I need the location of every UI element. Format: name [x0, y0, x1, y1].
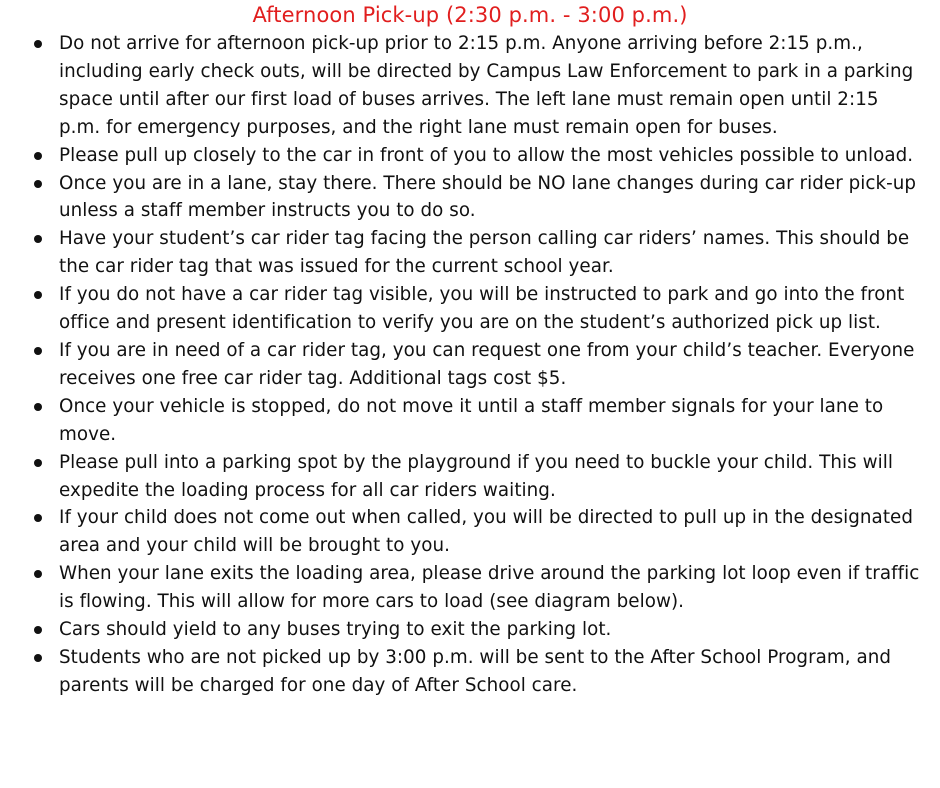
list-item — [0, 170, 940, 226]
bullet-icon — [34, 514, 42, 522]
list-item — [0, 504, 940, 560]
rule-text: Please pull up closely to the car in front of you to allow the most vehicles possible to unload. — [59, 144, 914, 166]
rule-text: Once your vehicle is stopped, do not move it until a staff member signals for your lane to move. — [59, 395, 884, 445]
list-item — [0, 616, 940, 644]
rule-text: If you do not have a car rider tag visible, you will be instructed to park and go into the front office and present identification to verify you are on the student’s authorized pick up list. — [59, 284, 905, 334]
rule-text: Cars should yield to any buses trying to exit the parking lot. — [59, 619, 612, 641]
rule-text: If your child does not come out when called, you will be directed to pull up in the designated area and your child will be brought to you. — [59, 507, 913, 557]
bullet-icon — [34, 654, 42, 662]
bullet-icon — [34, 235, 42, 243]
list-item — [0, 337, 940, 393]
rule-text: When your lane exits the loading area, please drive around the parking lot loop even if traffic is flowing. This will allow for more cars to load (see diagram below). — [59, 563, 920, 613]
bullet-icon — [34, 347, 42, 355]
list-item — [0, 449, 940, 505]
list-item — [0, 142, 940, 170]
rule-text: Please pull into a parking spot by the playground if you need to buckle your child. This will expedite the loading process for all car riders waiting. — [59, 451, 893, 501]
rule-text: Students who are not picked up by 3:00 p.m. will be sent to the After School Program, and parents will be charged for one day of After School care. — [59, 646, 892, 696]
bullet-icon — [34, 626, 42, 634]
bullet-icon — [34, 570, 42, 578]
rule-text: Once you are in a lane, stay there. There should be NO lane changes during car rider pick-up unless a staff member instructs you to do so. — [59, 172, 917, 222]
rule-text: Do not arrive for afternoon pick-up prior to 2:15 p.m. Anyone arriving before 2:15 p.m., including early check outs, will be directed by Campus Law Enforcement to park in a parking space until after our first load of buses arrives. The left lane must remain open until 2:15 p.m. for emergency purposes, and the right lane must remain open for buses. — [59, 33, 914, 138]
list-item — [0, 393, 940, 449]
bullet-icon — [34, 403, 42, 411]
bullet-icon — [34, 40, 42, 48]
page-title: Afternoon Pick-up (2:30 p.m. - 3:00 p.m.) — [252, 3, 688, 27]
list-item — [0, 644, 940, 700]
bullet-icon — [34, 459, 42, 467]
list-item — [0, 225, 940, 281]
bullet-icon — [34, 180, 42, 188]
bullet-icon — [34, 152, 42, 160]
list-item — [0, 281, 940, 337]
list-item — [0, 30, 940, 142]
list-item — [0, 560, 940, 616]
rule-text: Have your student’s car rider tag facing the person calling car riders’ names. This should be the car rider tag that was issued for the current school year. — [59, 228, 910, 278]
rule-text: If you are in need of a car rider tag, you can request one from your child’s teacher. Everyone receives one free car rider tag. Additional tags cost $5. — [59, 339, 915, 389]
bullet-icon — [34, 291, 42, 299]
rules-list — [0, 30, 940, 700]
